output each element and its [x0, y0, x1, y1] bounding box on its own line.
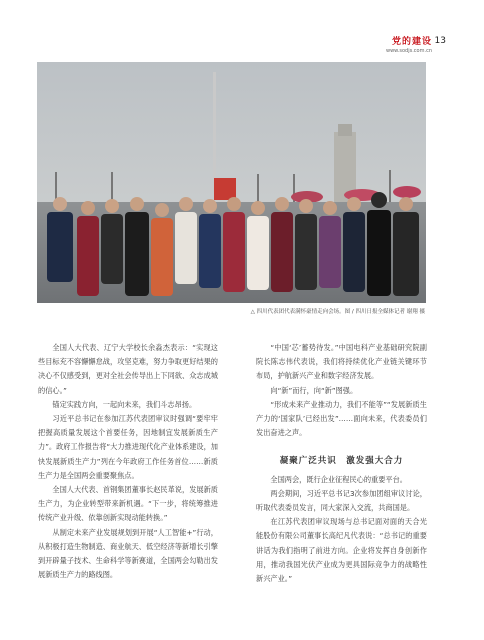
paragraph: 向“新”而行，向“新”图强。	[270, 385, 358, 395]
paragraph: 全国两会，既行企业征程民心的重要平台。	[270, 474, 407, 484]
paragraph: 习近平总书记在参加江苏代表团审议时强调“要牢牢把握高质量发展这个首要任务，因地制宜发展新质生产力”。政府工作报告将“大力推进现代化产业体系建设，加快发展新质生产力”列在今年政府工作任务首位……新质生产力是全国两会重要聚焦点。	[38, 414, 218, 480]
paragraph: “形成未来产业推动力，我们不能等”“发展新质生产力的‘国家队’已经出发”……面向未来，代表委员们发出奋进之声。	[256, 399, 427, 438]
paragraph: 全国人大代表、辽宁大学校长余淼杰表示：“实现这些目标充不容懈懈怠战，攻坚克难，努力争取更好结果的决心不仅感受到，更对全社会传导出上下同欲、众志成城的信心。”	[38, 343, 218, 395]
photo-caption: △ 四川代表团代表满怀豪情走向会场。图 / 四川日报全媒体记者 谢翔 摄	[250, 309, 425, 315]
paragraph: 在江苏代表团审议现场与总书记面对面的天合光能股份有限公司董事长高纪凡代表说：“总书记的重要讲话为我们指明了前进方向。企业将发挥自身创新作用，推动我国光伏产业成为更具国际竞争力的战略性新兴产业。”	[256, 517, 427, 584]
masthead-title: 党的建设	[391, 37, 432, 47]
masthead	[376, 34, 432, 54]
masthead-url: www.sodjs.com.cn	[385, 48, 432, 54]
section-heading: 凝聚广泛共识 激发强大合力	[279, 456, 404, 467]
page-header	[0, 0, 484, 60]
paragraph: “中国‘芯’蓄势待发。”中国电科产业基础研究院副院长陈志伟代表说，我们将持续优化产业链关键环节布局，护航新兴产业和数字经济发展。	[256, 343, 427, 381]
paragraph: 全国人大代表、首钢集团董事长赵民革说，发展新质生产力，为企业转型带来新机遇。“下一步，将统筹推进传统产业升级、依靠创新实现动能转换。”	[38, 485, 218, 523]
paragraph: 两会期间，习近平总书记3次参加团组审议讨论，听取代表委员发言，同大家深入交流，共商国是。	[256, 488, 427, 513]
paragraph: 锚定实践方向，一起向未来，我们斗志昂扬。	[52, 399, 197, 409]
article-right-column	[256, 341, 427, 586]
article-left-column	[38, 341, 218, 582]
delegates-photo	[37, 62, 426, 303]
paragraph: 从制定未来产业发展规划到开展“人工智能+”行动，从积极打造生物制造、商业航天、低空经济等新增长引擎到开辟量子技术、生命科学等新赛道，全国两会勾勒出发展新质生产力的路线图。	[38, 527, 218, 580]
page-number: 13	[434, 36, 446, 46]
